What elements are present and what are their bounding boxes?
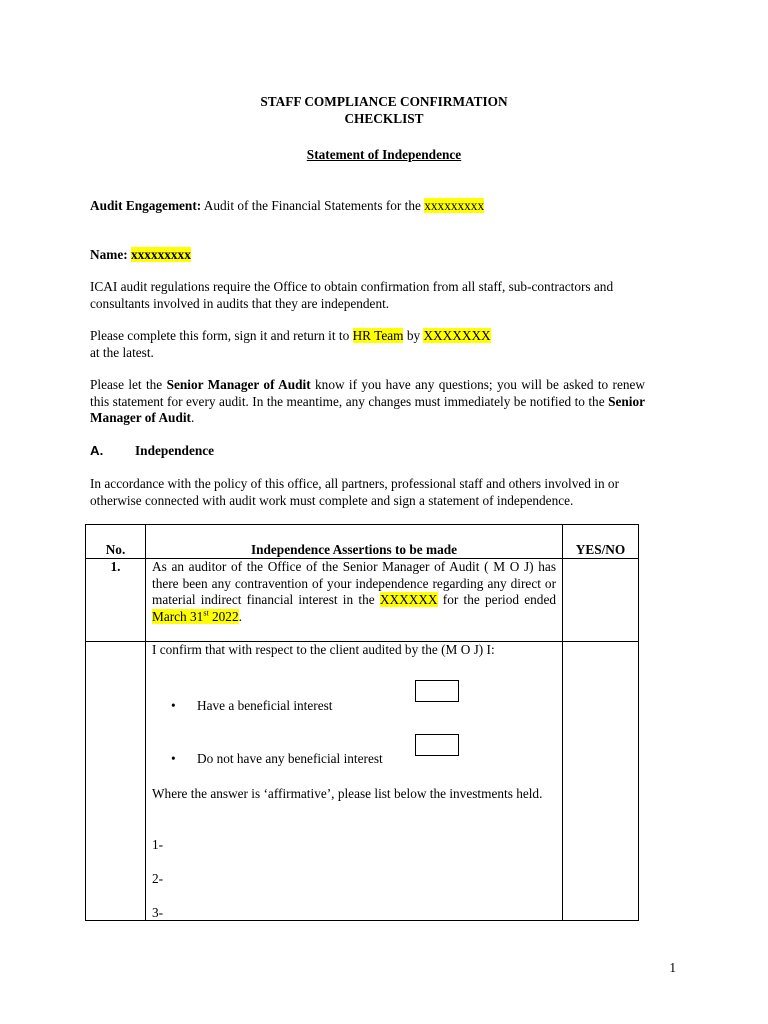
audit-engagement-text: Audit of the Financial Statements for the [203,198,421,213]
bullet-dot-icon: • [171,698,176,713]
bullet-2-text: Do not have any beneficial interest [197,751,383,766]
independence-table [85,524,639,921]
row1-text-pre: As an auditor of the Office of the Senior Manager of Audit ( M O J) has there been any contravention of your independence regarding any direct or material indirect financial interest in the [152,559,556,607]
document-subtitle [0,147,768,163]
section-intro: In accordance with the policy of this office, all partners, professional staff and others involved in or otherwise connected with audit work must complete and sign a statement of independence. [90,476,620,508]
header-yesno-cell [563,525,639,559]
bullet-1-text: Have a beneficial interest [197,698,333,713]
row1-no-cell [86,559,146,642]
bullet-dot-icon: • [171,751,176,766]
row1-yesno-cell[interactable] [563,559,639,642]
let-mid: know if you have any questions; you will be asked to renew this statement for every audit. In the meantime, any changes must immediately be notified to the [90,377,646,409]
header-no: No. [105,542,126,557]
row1-text-mid: for the period ended [442,592,556,607]
row1-assertion-text: As an auditor of the Office of the Senior Manager of Audit ( M O J) has there been any contravention of your independence regarding any direct or material indirect financial interest in the XXXXXX for the period ended March 31st 2022. [152,559,556,624]
subtitle-text: Statement of Independence [306,147,462,162]
audit-engagement-label: Audit Engagement: [90,198,202,213]
name-placeholder: xxxxxxxxx [131,247,191,262]
return-date-placeholder: XXXXXXX [423,328,491,343]
row2-yesno-cell[interactable] [563,642,639,921]
document-title-line2: CHECKLIST [344,111,424,126]
investment-item-3[interactable]: 3- [152,905,164,920]
header-no-cell [86,525,146,559]
let-end: . [190,410,195,425]
senior-manager-paragraph [90,377,645,427]
table-row [86,642,639,921]
investment-item-2[interactable]: 2- [152,871,164,886]
name-label: Name: [90,247,128,262]
header-yesno: YES/NO [575,542,626,557]
section-letter: A. [90,443,104,458]
section-title: Independence [135,443,215,458]
audit-engagement-line [90,198,645,215]
row2-no-cell [86,642,146,921]
row1-period-date: March 31st 2022 [152,608,239,624]
row1-entity-placeholder: XXXXXX [379,592,438,607]
complete-by: by [406,328,421,343]
row1-assertion-cell [146,559,563,642]
page-number: 1 [669,960,676,975]
row1-no: 1. [110,559,121,574]
name-line [90,247,645,264]
row2-assertion-cell [146,642,563,921]
beneficial-interest-checkbox[interactable] [415,680,459,702]
table-row [86,559,639,642]
icai-paragraph: ICAI audit regulations require the Office to obtain confirmation from all staff, sub-contractors and consultants involved in audits that they are independent. [90,279,614,311]
hr-team-highlight: HR Team [352,328,404,343]
senior-manager-role-2: Senior Manager of Audit [90,393,645,425]
header-assertions: Independence Assertions to be made [250,542,458,557]
document-title-line1: STAFF COMPLIANCE CONFIRMATION [260,94,508,109]
header-assertions-cell [146,525,563,559]
complete-form-paragraph [90,328,645,361]
let-pre: Please let the [90,377,163,392]
table-header-row [86,525,639,559]
row2-confirm-text: I confirm that with respect to the client audited by the (M O J) I: [152,642,495,657]
row2-where-text: Where the answer is ‘affirmative’, please list below the investments held. [152,786,543,801]
audit-engagement-placeholder: xxxxxxxxx [424,198,485,213]
senior-manager-role-1: Senior Manager of Audit [166,377,311,392]
no-beneficial-interest-checkbox[interactable] [415,734,459,756]
complete-post: at the latest. [90,344,154,360]
investment-item-1[interactable]: 1- [152,837,164,852]
complete-pre: Please complete this form, sign it and return it to [90,328,350,343]
